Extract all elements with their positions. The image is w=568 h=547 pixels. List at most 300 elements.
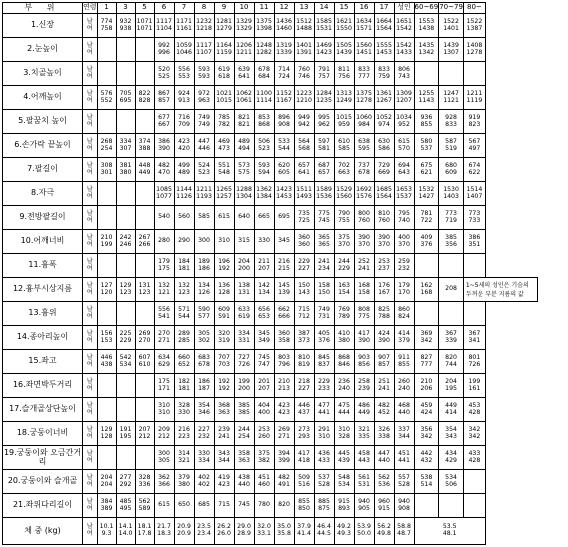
value-female: 414 <box>445 408 457 416</box>
value-female: 167 <box>378 288 390 296</box>
value-male: 662 <box>278 305 290 313</box>
value-cell <box>294 302 314 326</box>
row-sex <box>83 302 98 326</box>
value-cell <box>439 14 464 38</box>
value-cell <box>214 62 234 86</box>
value-cell <box>314 470 334 494</box>
value-cell <box>334 230 354 254</box>
value-male: 561 <box>358 473 370 481</box>
value-male: 808 <box>358 305 370 313</box>
note-line: 1~5세의 성인은 기슴의 <box>465 281 529 289</box>
value-male: 674 <box>468 161 481 169</box>
value-female: 161 <box>468 384 481 392</box>
value-cell <box>194 158 214 182</box>
row-label: 11.흉폭 <box>3 254 83 278</box>
value-male: 533 <box>278 137 290 145</box>
row-sex <box>83 254 98 278</box>
value-male: 683 <box>198 353 210 361</box>
value-female: 1210 <box>296 96 312 104</box>
value-cell <box>234 206 254 230</box>
value-male: 695 <box>278 213 290 221</box>
value-female: 181 <box>178 264 190 272</box>
value-male: 1555 <box>376 41 392 49</box>
value-male: 1439 <box>443 41 459 49</box>
value-cell <box>414 446 439 470</box>
value-male: 868 <box>338 353 350 361</box>
value-female: 1257 <box>216 192 232 200</box>
value-cell <box>463 14 485 38</box>
value-male: 640 <box>238 213 250 221</box>
value-cell <box>463 350 485 374</box>
value-female: 428 <box>468 408 481 416</box>
value-cell <box>334 158 354 182</box>
value-female: 528 <box>398 480 410 488</box>
value-male: 458 <box>358 449 370 457</box>
value-cell <box>274 38 294 62</box>
value-female: 470 <box>158 168 170 176</box>
table-row <box>3 182 538 206</box>
sex-label: 여 <box>86 24 93 32</box>
value-female: 423 <box>278 408 290 416</box>
value-female: 1249 <box>336 96 352 104</box>
value-cell <box>294 14 314 38</box>
value-cell <box>354 14 374 38</box>
value-male: 358 <box>238 449 250 457</box>
value-male: 1529 <box>336 185 352 193</box>
value-female: 1403 <box>443 192 459 200</box>
value-cell <box>414 494 439 518</box>
value-male: 267 <box>138 233 151 241</box>
value-female: 123 <box>178 288 190 296</box>
value-cell <box>394 374 414 398</box>
value-cell <box>314 110 334 134</box>
value-cell <box>374 38 394 62</box>
value-cell <box>374 14 394 38</box>
value-female: 388 <box>138 144 151 152</box>
row-label: 5.팔꿈치 높이 <box>3 110 83 134</box>
value-cell <box>116 230 135 254</box>
value-female: 553 <box>178 72 190 80</box>
value-female: 266 <box>138 240 151 248</box>
value-male: 615 <box>158 501 170 509</box>
value-male: 258 <box>358 377 370 385</box>
value-male: 940 <box>358 497 370 505</box>
value-female: 491 <box>278 480 290 488</box>
value-male: 1034 <box>396 113 412 121</box>
value-female: 328 <box>338 432 350 440</box>
header-age-15: 성인 <box>394 3 414 14</box>
value-male: 833 <box>358 65 370 73</box>
value-cell <box>294 494 314 518</box>
value-cell <box>234 494 254 518</box>
value-male: 567 <box>468 137 481 145</box>
value-cell <box>214 158 234 182</box>
value-cell <box>97 158 116 182</box>
row-label: 16.좌면박두거리 <box>3 374 83 398</box>
value-cell <box>354 326 374 350</box>
value-female: 234 <box>318 264 330 272</box>
value-male: 749 <box>198 113 210 121</box>
value-cell <box>135 494 154 518</box>
table-row <box>3 350 538 374</box>
value-female: 331 <box>238 336 250 344</box>
value-cell <box>174 278 194 302</box>
value-male: 345 <box>278 237 290 245</box>
value-male: 1248 <box>256 41 272 49</box>
value-female: 1235 <box>316 96 332 104</box>
value-female: 400 <box>258 408 270 416</box>
value-male: 362 <box>158 473 170 481</box>
value-female: 523 <box>258 144 270 152</box>
value-female: 360 <box>298 240 310 248</box>
value-male: 705 <box>119 89 132 97</box>
value-male: 702 <box>338 161 350 169</box>
value-male: 385 <box>238 401 250 409</box>
value-cell <box>234 302 254 326</box>
value-male: 225 <box>119 329 132 337</box>
value-male: 1265 <box>216 185 232 193</box>
value-male: 129 <box>100 425 113 433</box>
value-female: 363 <box>238 456 250 464</box>
value-cell <box>463 254 485 278</box>
value-cell <box>154 206 174 230</box>
value-cell <box>116 86 135 110</box>
row-label: 21.좌위다리길이 <box>3 494 83 518</box>
weight-male: 26.2 <box>217 523 231 531</box>
value-female: 495 <box>119 504 132 512</box>
value-cell <box>174 14 194 38</box>
value-cell <box>463 206 485 230</box>
value-male: 328 <box>138 473 151 481</box>
value-cell <box>274 470 294 494</box>
value-cell <box>463 86 485 110</box>
weight-male: 10.1 <box>99 523 114 531</box>
value-cell <box>294 62 314 86</box>
value-male: 573 <box>238 161 250 169</box>
value-male: 337 <box>398 425 410 433</box>
value-cell <box>414 278 439 302</box>
value-male: 179 <box>158 257 170 265</box>
value-male: 760 <box>298 65 310 73</box>
value-cell <box>194 206 214 230</box>
row-label: 6.손가락 끝높이 <box>3 134 83 158</box>
value-female: 846 <box>338 360 350 368</box>
value-male: 158 <box>318 281 330 289</box>
value-male: 1423 <box>276 185 292 193</box>
value-male: 211 <box>258 257 270 265</box>
value-cell <box>394 470 414 494</box>
value-female: 581 <box>318 144 330 152</box>
value-cell <box>294 374 314 398</box>
value-female: 514 <box>420 480 433 488</box>
value-female: 1531 <box>316 24 332 32</box>
value-male: 1085 <box>156 185 172 193</box>
table-row <box>3 206 538 230</box>
value-male: 216 <box>278 257 290 265</box>
value-cell <box>97 494 116 518</box>
value-cell <box>174 446 194 470</box>
value-female: 1536 <box>316 192 332 200</box>
value-male: 156 <box>100 329 113 337</box>
value-female: 1278 <box>356 96 372 104</box>
value-male: 390 <box>358 233 370 241</box>
value-cell <box>294 350 314 374</box>
value-cell <box>439 110 464 134</box>
sex-label: 남 <box>86 473 93 481</box>
value-male: 273 <box>298 425 310 433</box>
sex-label: 남 <box>86 161 93 169</box>
value-male: 638 <box>358 137 370 145</box>
value-female: 241 <box>358 264 370 272</box>
sex-label: 여 <box>86 408 93 416</box>
value-cell <box>135 230 154 254</box>
table-row <box>3 422 538 446</box>
value-cell <box>334 62 354 86</box>
value-cell <box>154 134 174 158</box>
value-cell <box>294 254 314 278</box>
value-female: 1046 <box>176 48 192 56</box>
value-male: 485 <box>119 497 132 505</box>
value-male: 615 <box>218 213 230 221</box>
value-cell <box>334 374 354 398</box>
value-female: 200 <box>238 384 250 392</box>
value-cell <box>254 302 274 326</box>
value-female: 913 <box>178 96 190 104</box>
value-cell <box>463 326 485 350</box>
value-female: 823 <box>468 120 481 128</box>
value-cell <box>414 62 439 86</box>
value-cell <box>414 230 439 254</box>
value-cell <box>414 470 439 494</box>
value-male: 1100 <box>256 89 272 97</box>
value-cell <box>374 278 394 302</box>
value-male: 593 <box>198 65 210 73</box>
value-cell <box>294 86 314 110</box>
value-female: 207 <box>258 264 270 272</box>
value-male: 345 <box>258 329 270 337</box>
row-label: 12.흉부시상지름 <box>3 278 83 302</box>
value-cell <box>97 62 116 86</box>
value-female: 370 <box>378 240 390 248</box>
value-female: 356 <box>445 240 457 248</box>
value-male: 163 <box>338 281 350 289</box>
row-label: 8.자극 <box>3 182 83 206</box>
value-cell <box>254 494 274 518</box>
value-female: 663 <box>338 168 350 176</box>
value-female: 497 <box>468 144 481 152</box>
value-female: 629 <box>158 360 170 368</box>
value-female: 657 <box>318 168 330 176</box>
value-female: 1143 <box>418 96 435 104</box>
weight-value <box>97 518 116 545</box>
value-cell <box>274 86 294 110</box>
value-cell <box>439 422 464 446</box>
value-male: 1015 <box>336 113 352 121</box>
value-male: 176 <box>378 281 390 289</box>
value-male: 773 <box>445 209 457 217</box>
value-male: 576 <box>100 89 113 97</box>
value-female: 1167 <box>276 96 292 104</box>
value-male: 960 <box>378 497 390 505</box>
value-female: 380 <box>178 480 190 488</box>
value-female: 643 <box>398 168 410 176</box>
value-cell <box>274 158 294 182</box>
value-male: 186 <box>198 377 210 385</box>
weight-female: 23.4 <box>197 530 211 537</box>
value-male: 715 <box>218 501 230 509</box>
value-female: 1282 <box>256 48 272 56</box>
weight-value <box>374 518 394 545</box>
value-cell <box>274 326 294 350</box>
value-male: 191 <box>119 425 132 433</box>
value-female: 788 <box>378 312 390 320</box>
value-male: 924 <box>178 89 190 97</box>
value-female: 1439 <box>336 48 352 56</box>
value-male: 251 <box>378 377 390 385</box>
value-male: 633 <box>238 305 250 313</box>
value-male: 150 <box>298 281 310 289</box>
value-cell <box>214 494 234 518</box>
value-cell <box>135 350 154 374</box>
value-cell <box>439 326 464 350</box>
value-female: 652 <box>178 360 190 368</box>
value-cell <box>294 470 314 494</box>
value-female: 519 <box>445 144 457 152</box>
weight-value <box>274 518 294 545</box>
value-male: 1171 <box>176 17 192 25</box>
value-female: 254 <box>100 144 113 152</box>
value-male: 442 <box>420 449 433 457</box>
value-male: 436 <box>318 449 330 457</box>
value-cell <box>154 158 174 182</box>
value-female: 1307 <box>443 48 459 56</box>
row-label: 1.신장 <box>3 14 83 38</box>
value-cell <box>354 38 374 62</box>
weight-male: 37.9 <box>297 523 311 531</box>
value-cell <box>97 446 116 470</box>
value-cell <box>463 158 485 182</box>
value-male: 619 <box>218 65 230 73</box>
value-cell <box>463 446 485 470</box>
sex-label: 남 <box>86 401 93 409</box>
value-male: 593 <box>258 161 270 169</box>
value-cell <box>174 374 194 398</box>
value-female: 433 <box>318 456 330 464</box>
value-cell <box>194 14 214 38</box>
value-female: 1460 <box>276 24 292 32</box>
value-cell <box>234 14 254 38</box>
value-cell <box>274 182 294 206</box>
value-cell <box>274 422 294 446</box>
value-cell <box>274 206 294 230</box>
value-cell <box>254 206 274 230</box>
value-male: 806 <box>398 65 410 73</box>
value-female: 432 <box>420 456 433 464</box>
row-sex <box>83 422 98 446</box>
value-cell <box>334 254 354 278</box>
weight-female: 28.9 <box>237 530 251 537</box>
header-age-label: 연령 <box>83 3 98 14</box>
value-female: 143 <box>298 288 310 296</box>
value-cell <box>414 182 439 206</box>
sex-label: 여 <box>86 312 93 320</box>
value-female: 1329 <box>236 24 252 32</box>
value-male: 907 <box>378 353 390 361</box>
value-male: 451 <box>258 473 270 481</box>
value-male: 334 <box>238 329 250 337</box>
value-cell <box>294 206 314 230</box>
value-male: 129 <box>119 281 132 289</box>
value-female: 227 <box>298 264 310 272</box>
value-female: 246 <box>119 240 132 248</box>
weight-value <box>234 518 254 545</box>
value-female: 819 <box>298 360 310 368</box>
value-female: 301 <box>100 168 113 176</box>
header-age-0: 1 <box>97 3 116 14</box>
value-male: 687 <box>318 161 330 169</box>
value-female: 984 <box>358 120 370 128</box>
value-female: 796 <box>278 360 290 368</box>
sex-label: 여 <box>86 432 93 440</box>
value-female: 293 <box>298 432 310 440</box>
value-male: 384 <box>100 497 113 505</box>
value-female: 342 <box>468 432 481 440</box>
value-cell <box>97 134 116 158</box>
value-male: 204 <box>445 377 457 385</box>
value-cell <box>394 326 414 350</box>
value-male: 379 <box>178 473 190 481</box>
value-female: 473 <box>218 144 230 152</box>
value-cell <box>314 446 334 470</box>
value-male: 919 <box>468 113 481 121</box>
value-cell <box>274 350 294 374</box>
value-cell <box>135 470 154 494</box>
value-cell <box>314 38 334 62</box>
value-male: 1313 <box>336 89 352 97</box>
value-male: 727 <box>238 353 250 361</box>
value-cell <box>154 494 174 518</box>
value-cell <box>174 230 194 254</box>
table-row <box>3 302 538 326</box>
value-cell <box>174 398 194 422</box>
value-cell <box>294 326 314 350</box>
value-male: 134 <box>198 281 210 289</box>
value-female: 380 <box>338 336 350 344</box>
weight-row <box>3 518 538 545</box>
value-male: 860 <box>398 305 410 313</box>
value-female: 206 <box>420 384 433 392</box>
value-female: 443 <box>358 456 370 464</box>
value-male: 775 <box>318 209 330 217</box>
value-male: 660 <box>178 353 190 361</box>
value-cell <box>214 470 234 494</box>
value-cell <box>374 398 394 422</box>
value-female: 850 <box>298 504 310 512</box>
value-male: 300 <box>158 449 170 457</box>
value-cell <box>214 422 234 446</box>
value-cell <box>439 374 464 398</box>
value-male: 801 <box>468 353 481 361</box>
row-sex <box>83 278 98 302</box>
sex-label: 여 <box>86 168 93 176</box>
value-male: 175 <box>158 377 170 385</box>
value-cell <box>354 158 374 182</box>
value-male: 405 <box>318 329 330 337</box>
value-female: 1401 <box>443 24 459 32</box>
value-cell <box>174 182 194 206</box>
value-cell <box>254 230 274 254</box>
sex-label: 여 <box>86 530 93 537</box>
